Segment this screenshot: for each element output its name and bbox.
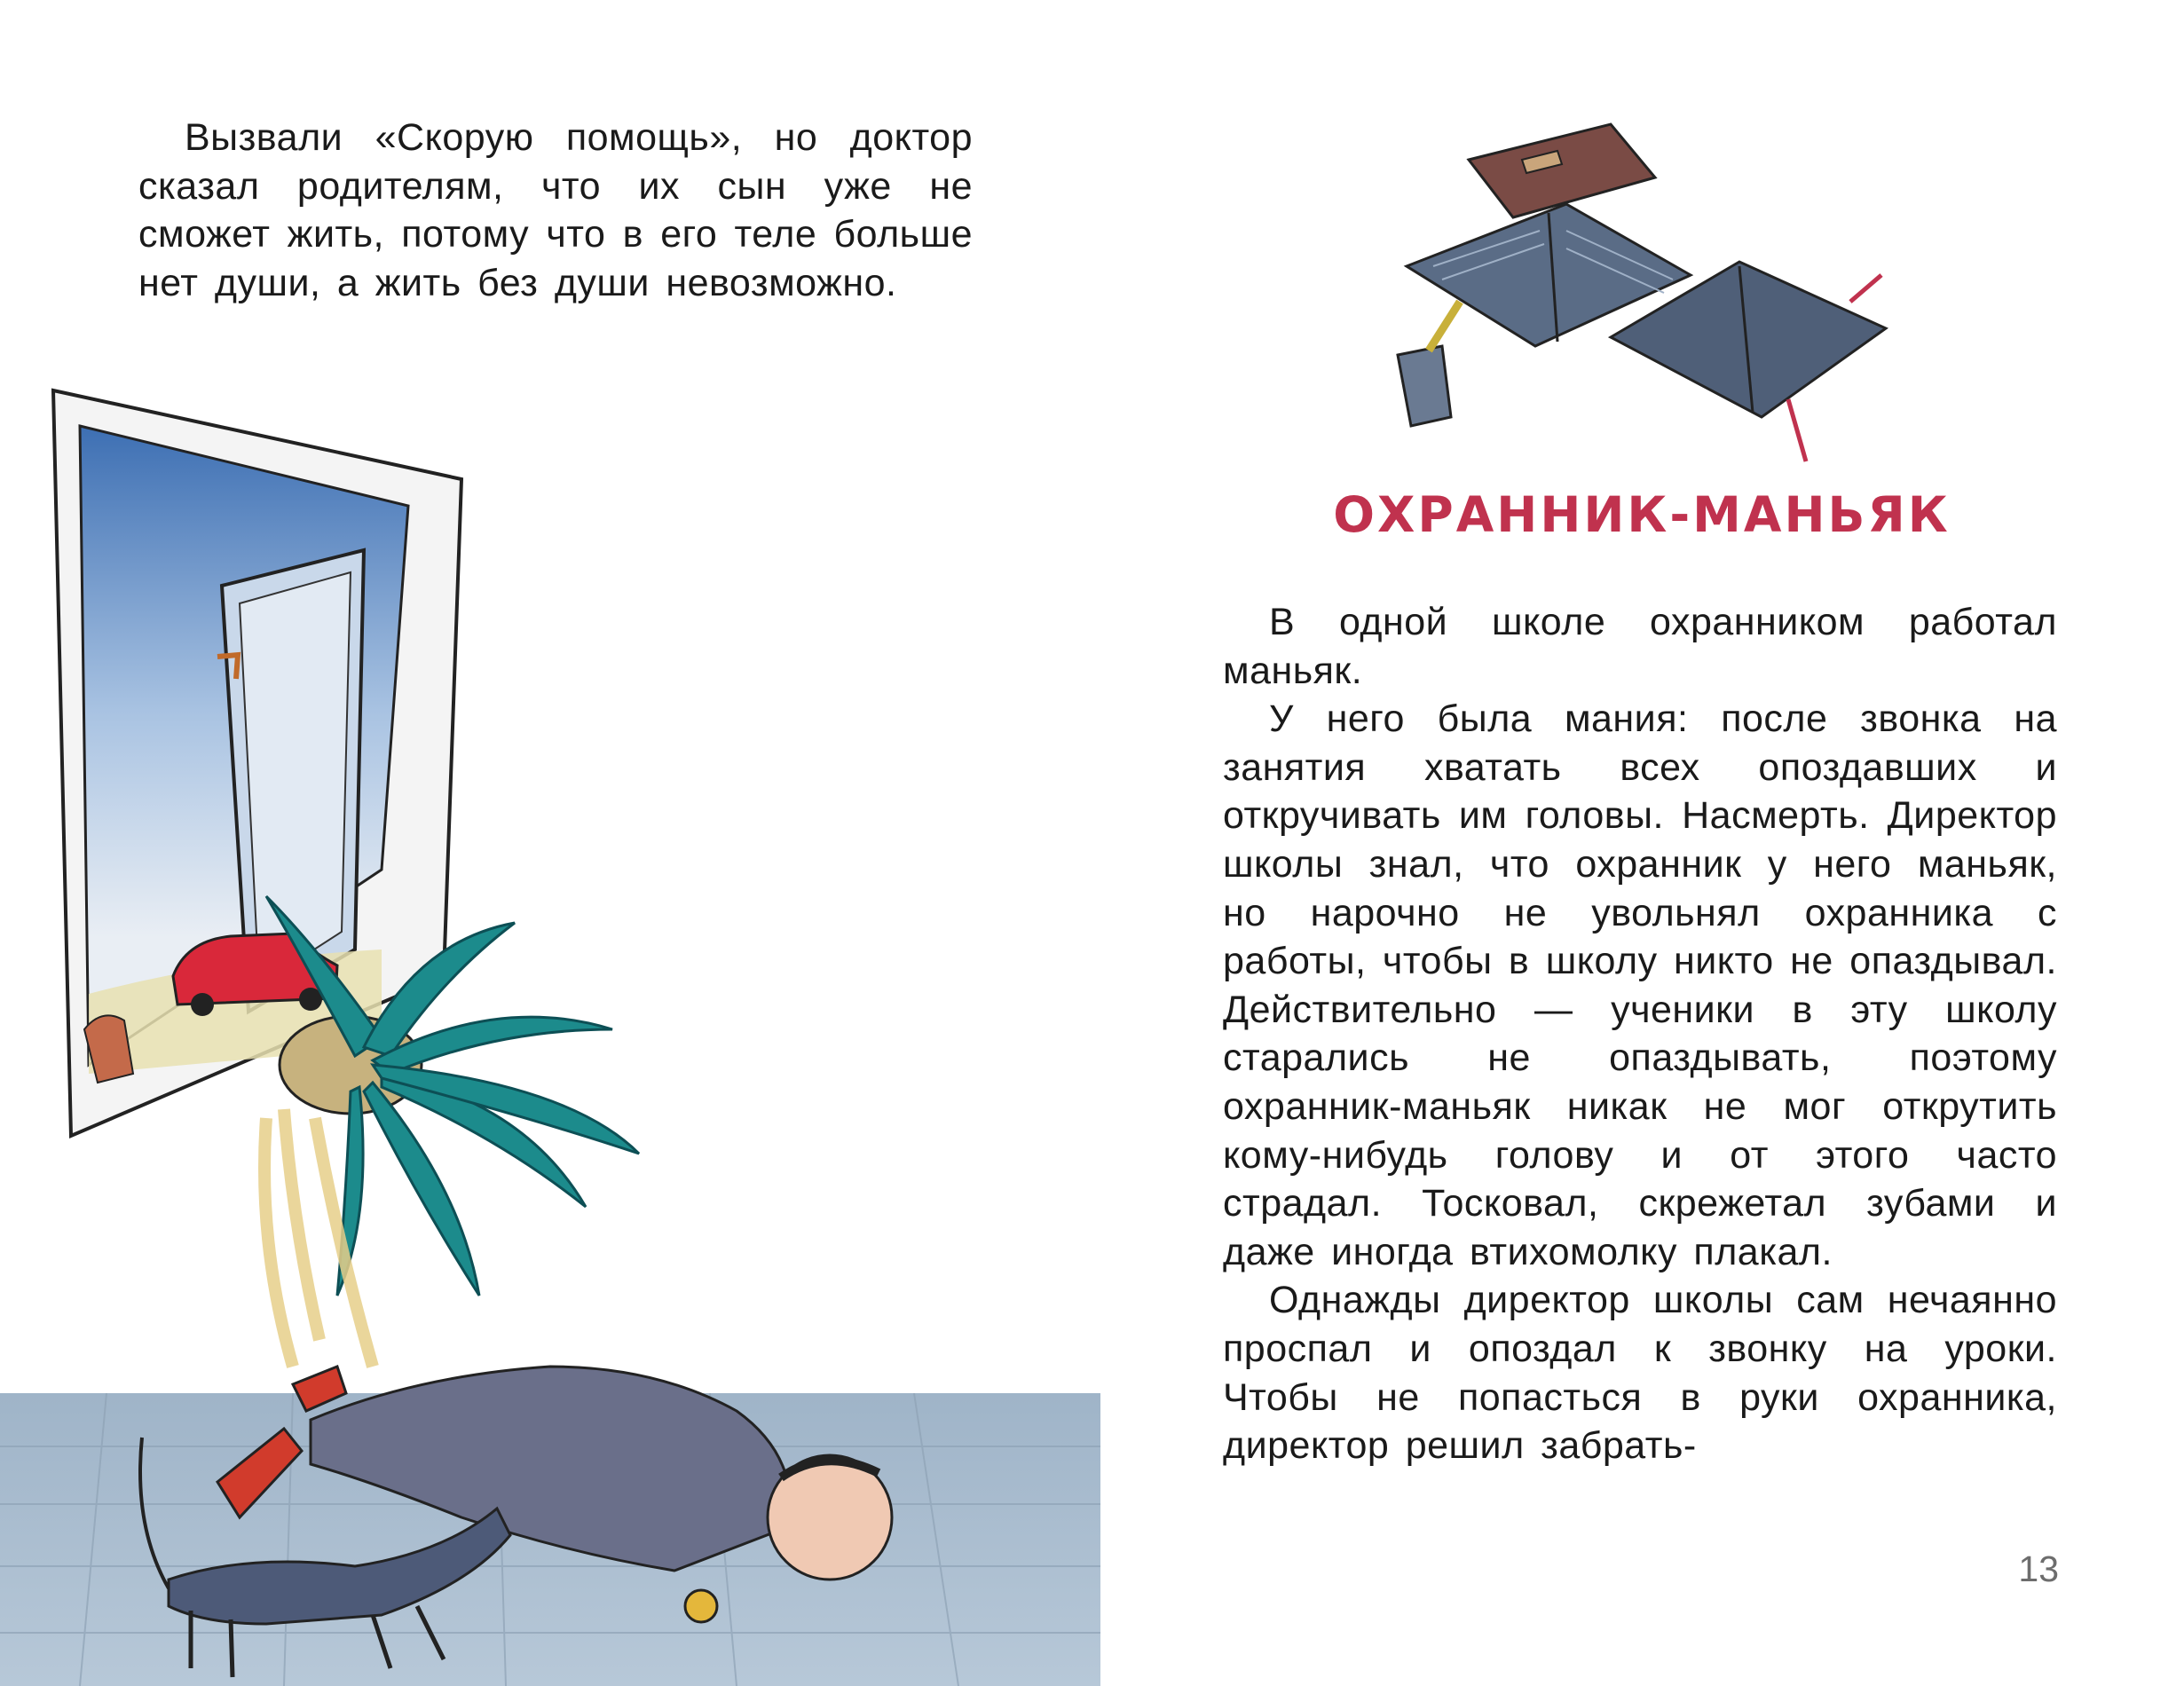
- window-plant-falling-man-dog-illustration: [0, 373, 1100, 1686]
- right-paragraph-2: У него была мания: после звонка на занятия хватать всех опоздавших и откручивать им головы. Насмерть. Директор школы знал, что охранник у него маньяк, но нарочно не увольнял охранника с работы, чтобы в школу никто не опаздывал. Действительно — ученики в эту школу старались не опаздывать, поэтому охранник-маньяк никак не мог открутить кому-нибудь голову и от этого часто страдал. Тосковал, скрежетал зубами и даже иногда втихомолку плакал.: [1223, 697, 2057, 1273]
- right-paragraph-1: В одной школе охранником работал маньяк.: [1223, 601, 2057, 692]
- flying-books-briefcase-illustration: [1389, 106, 1957, 479]
- left-page-text: [138, 114, 973, 307]
- page-number: 13: [2018, 1548, 2059, 1589]
- right-paragraph-3: Однажды директор школы сам нечаянно проспал и опоздал к звонку на уроки. Чтобы не попасться в руки охранника, директор решил забрать-: [1223, 1279, 2057, 1468]
- chapter-title: ОХРАННИК-МАНЬЯК: [1333, 486, 1951, 543]
- right-page-text: [1223, 598, 2057, 1470]
- left-paragraph-1: Вызвали «Скорую помощь», но доктор сказал родителям, что их сын уже не сможет жить, потому что в его теле больше нет души, а жить без души невозможно.: [138, 116, 973, 304]
